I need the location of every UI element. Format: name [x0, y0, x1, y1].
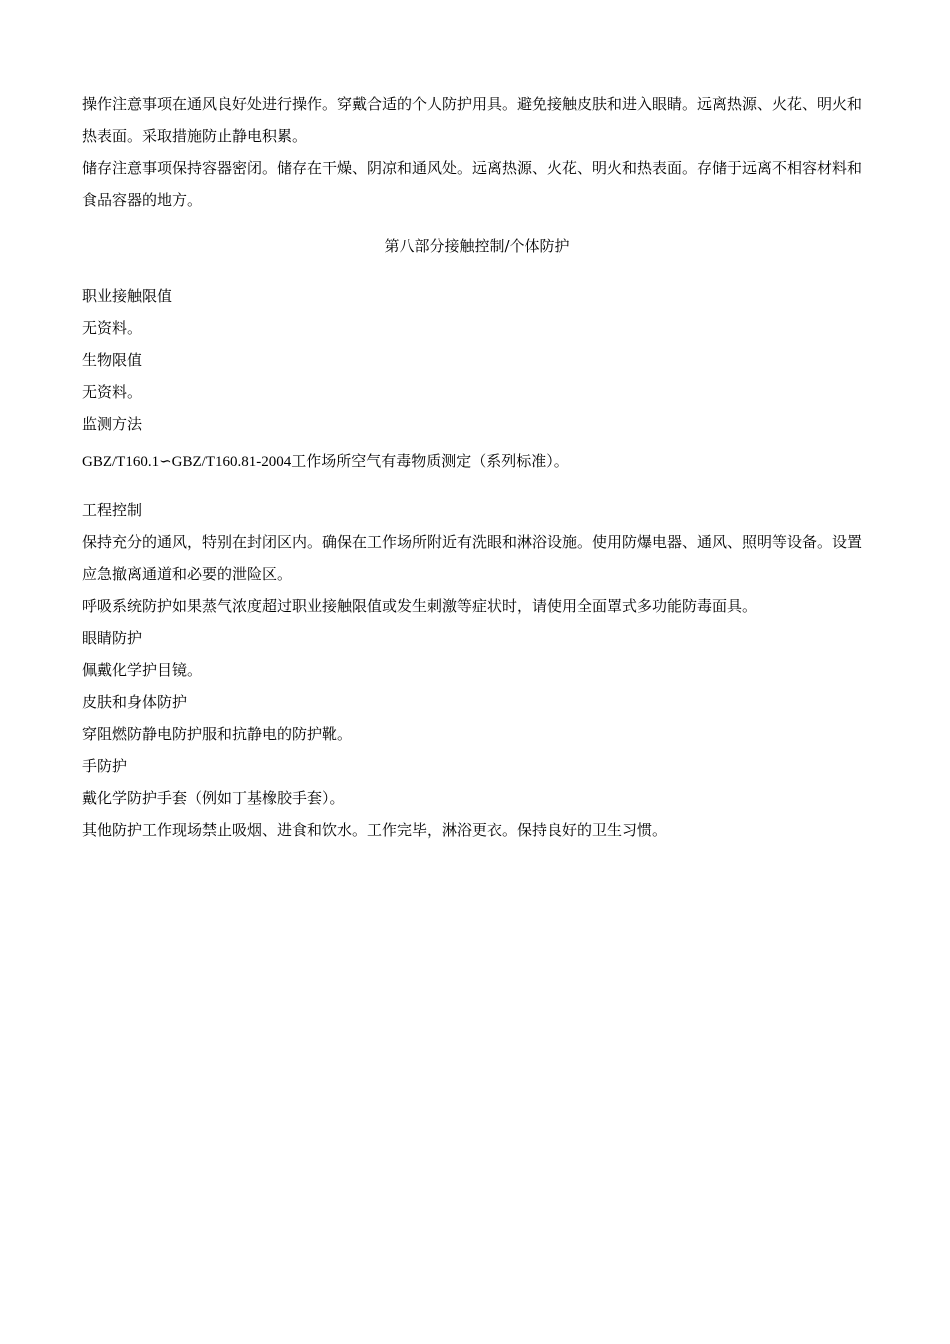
storage-notes-paragraph: 储存注意事项保持容器密闭。储存在干燥、阴凉和通风处。远离热源、火花、明火和热表面。存储于远离不相容材料和食品容器的地方。 [82, 159, 863, 209]
eye-protection-heading: 眼睛防护 [82, 629, 143, 647]
occupational-limit-value: 无资料。 [82, 319, 143, 337]
engineering-heading: 工程控制 [82, 501, 143, 519]
document-page [82, 88, 872, 846]
hand-protection-heading: 手防护 [82, 757, 128, 775]
skin-protection-heading: 皮肤和身体防护 [82, 693, 188, 711]
biological-limit-value: 无资料。 [82, 383, 143, 401]
skin-protection-value: 穿阻燃防静电防护服和抗静电的防护靴。 [82, 725, 353, 743]
engineering-value: 保持充分的通风，特别在封闭区内。确保在工作场所附近有洗眼和淋浴设施。使用防爆电器、通风、照明等设备。设置应急撤离通道和必要的泄险区。 [82, 533, 863, 583]
eye-protection-value: 佩戴化学护目镜。 [82, 661, 203, 679]
monitoring-standard: GBZ/T160.1∽GBZ/T160.81-2004工作场所空气有毒物质测定（系列标准）。 [82, 454, 569, 470]
monitoring-heading: 监测方法 [82, 415, 143, 433]
biological-limit-heading: 生物限值 [82, 351, 143, 369]
other-protection: 其他防护工作现场禁止吸烟、进食和饮水。工作完毕，淋浴更衣。保持良好的卫生习惯。 [82, 821, 668, 839]
section-8-title: 第八部分接触控制/个体防护 [384, 237, 570, 255]
occupational-limit-heading: 职业接触限值 [82, 287, 173, 305]
handling-notes-paragraph: 操作注意事项在通风良好处进行操作。穿戴合适的个人防护用具。避免接触皮肤和进入眼睛。远离热源、火花、明火和热表面。采取措施防止静电积累。 [82, 95, 863, 145]
respiratory-protection: 呼吸系统防护如果蒸气浓度超过职业接触限值或发生刺激等症状时，请使用全面罩式多功能防毒面具。 [82, 597, 758, 615]
hand-protection-value: 戴化学防护手套（例如丁基橡胶手套）。 [82, 789, 345, 807]
